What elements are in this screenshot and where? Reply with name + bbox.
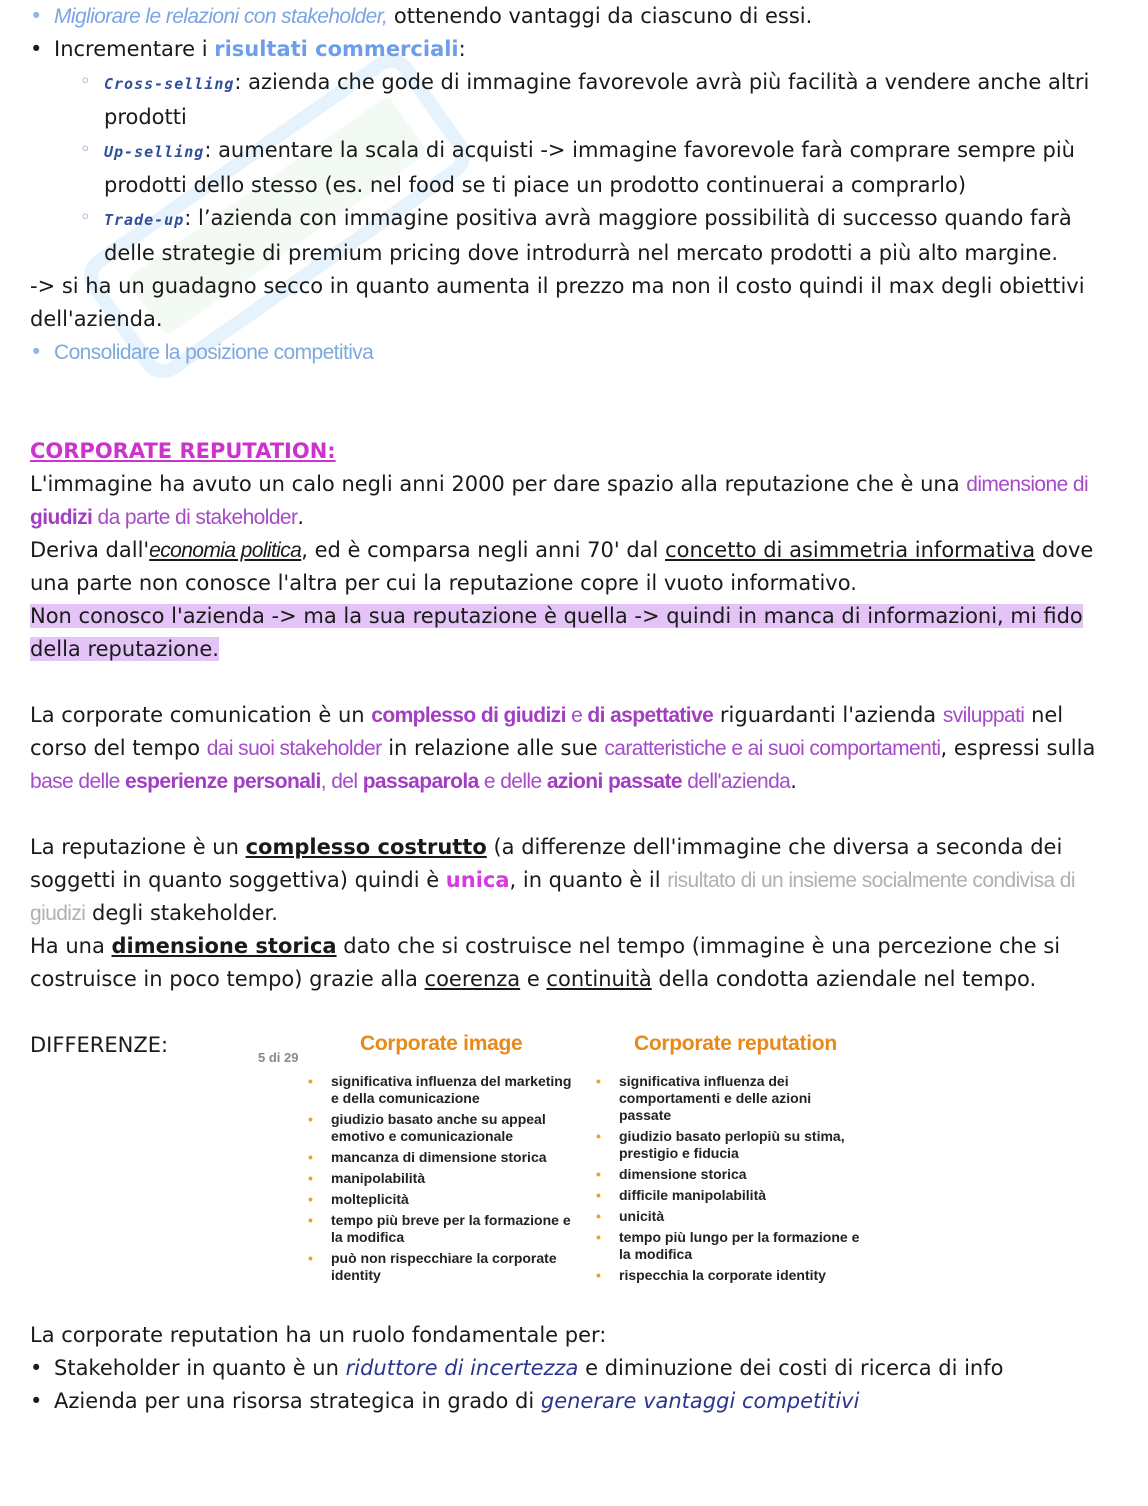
highlighted-paragraph: Non conosco l'azienda -> ma la sua reputazione è quella -> quindi in manca di informazioni, mi fido della reputazione. <box>30 604 1083 661</box>
paragraph: La corporate reputation ha un ruolo fondamentale per: <box>30 1323 607 1347</box>
list-item: • tempo più lungo per la formazione e la modifica <box>619 1229 866 1263</box>
list-item: • significativa influenza del marketing e della comunicazione <box>331 1073 578 1107</box>
list-item: • dimensione storica <box>619 1166 866 1183</box>
paragraph: Ha una dimensione storica dato che si costruisce nel tempo (immagine è una percezione che si costruisce in poco tempo) grazie alla coerenza e continuità della condotta aziendale nel tempo. <box>30 934 1061 991</box>
list-item: • significativa influenza dei comportamenti e delle azioni passate <box>619 1073 866 1124</box>
list-item: • manipolabilità <box>331 1170 578 1187</box>
list-item: • Consolidare la posizione competitiva <box>30 336 1120 369</box>
column-title: Corporate reputation <box>634 1032 837 1055</box>
list-item: • unicità <box>619 1208 866 1225</box>
paragraph: La corporate comunication è un complesso di giudizi e di aspettative riguardanti l'azienda sviluppati nel corso del tempo dai suoi stakeholder in relazione alle sue caratteristiche e ai suoi comportamenti, espressi sulla base delle esperienze personali, del passaparola e delle azioni passate dell'azienda. <box>30 703 1096 793</box>
corporate-reputation-column <box>596 1029 866 1288</box>
sub-list <box>30 66 1120 270</box>
list-item: • Stakeholder in quanto è un riduttore di incertezza e diminuzione dei costi di ricerca di info <box>30 1352 1120 1385</box>
differences-block <box>30 1029 1120 1319</box>
paragraph: La reputazione è un complesso costrutto (a differenze dell'immagine che diversa a seconda dei soggetti in quanto soggettiva) quindi è unica, in quanto è il risultato di un insieme socialmente condivisa di giudizi degli stakeholder. <box>30 835 1075 925</box>
corporate-image-column <box>308 1029 578 1288</box>
sub-list-item: ◦ Up-selling: aumentare la scala di acquisti -> immagine favorevole farà comprare sempre più prodotti dello stesso (es. nel food se ti piace un prodotto continuerai a comprarlo) <box>104 134 1120 202</box>
list-item: • mancanza di dimensione storica <box>331 1149 578 1166</box>
sub-list-item: ◦ Trade-up: l’azienda con immagine positiva avrà maggiore possibilità di successo quando farà delle strategie di premium pricing dove introdurrà nel mercato prodotti a più alto margine. <box>104 202 1120 270</box>
list-item: • difficile manipolabilità <box>619 1187 866 1204</box>
list-item: • può non rispecchiare la corporate identity <box>331 1250 578 1284</box>
top-bullet-list <box>30 0 1120 270</box>
paragraph: L'immagine ha avuto un calo negli anni 2000 per dare spazio alla reputazione che è una dimensione di giudizi da parte di stakeholder. <box>30 472 1089 529</box>
sub-list-item: ◦ Cross-selling: azienda che gode di immagine favorevole avrà più facilità a vendere anche altri prodotti <box>104 66 1120 134</box>
column-title: Corporate image <box>360 1032 523 1055</box>
list-item: • giudizio basato anche su appeal emotivo e comunicazionale <box>331 1111 578 1145</box>
paragraph: Deriva dall'economia politica, ed è comparsa negli anni 70' dal concetto di asimmetria informativa dove una parte non conosce l'altra per cui la reputazione copre il vuoto informativo. <box>30 538 1094 595</box>
page-number: 5 di 29 <box>258 1050 299 1065</box>
section-heading: CORPORATE REPUTATION: <box>30 439 336 463</box>
list-item: • Migliorare le relazioni con stakeholder, ottenendo vantaggi da ciascuno di essi. <box>30 0 1120 33</box>
list-item: • rispecchia la corporate identity <box>619 1267 866 1284</box>
list-item: • Incrementare i risultati commerciali: ◦ Cross-selling: azienda che gode di immagine favorevole avrà più facilità a vendere anche altri prodotti ◦ Up-selling: aumentare la scala di acquisti -> immagine favorevole farà comprare sempre più prodotti dello stesso (es. nel food se ti piace un prodotto continuerai a comprarlo) ◦ Trade-up: l’azienda con immagine positiva avrà maggiore possibilità di successo quando farà delle strategie di premium pricing dove introdurrà nel mercato prodotti a più alto margine. <box>30 33 1120 270</box>
document <box>30 0 1120 1418</box>
paragraph: -> si ha un guadagno secco in quanto aumenta il prezzo ma non il costo quindi il max degli obiettivi dell'azienda. <box>30 274 1085 331</box>
list-item: • Azienda per una risorsa strategica in grado di generare vantaggi competitivi <box>30 1385 1120 1418</box>
list-item: • tempo più breve per la formazione e la modifica <box>331 1212 578 1246</box>
list-item: • giudizio basato perlopiù su stima, prestigio e fiducia <box>619 1128 866 1162</box>
list-item: • molteplicità <box>331 1191 578 1208</box>
closing-bullet-list <box>30 1352 1120 1418</box>
differences-label: DIFFERENZE: <box>30 1033 169 1057</box>
comparison-table <box>258 1029 878 1319</box>
